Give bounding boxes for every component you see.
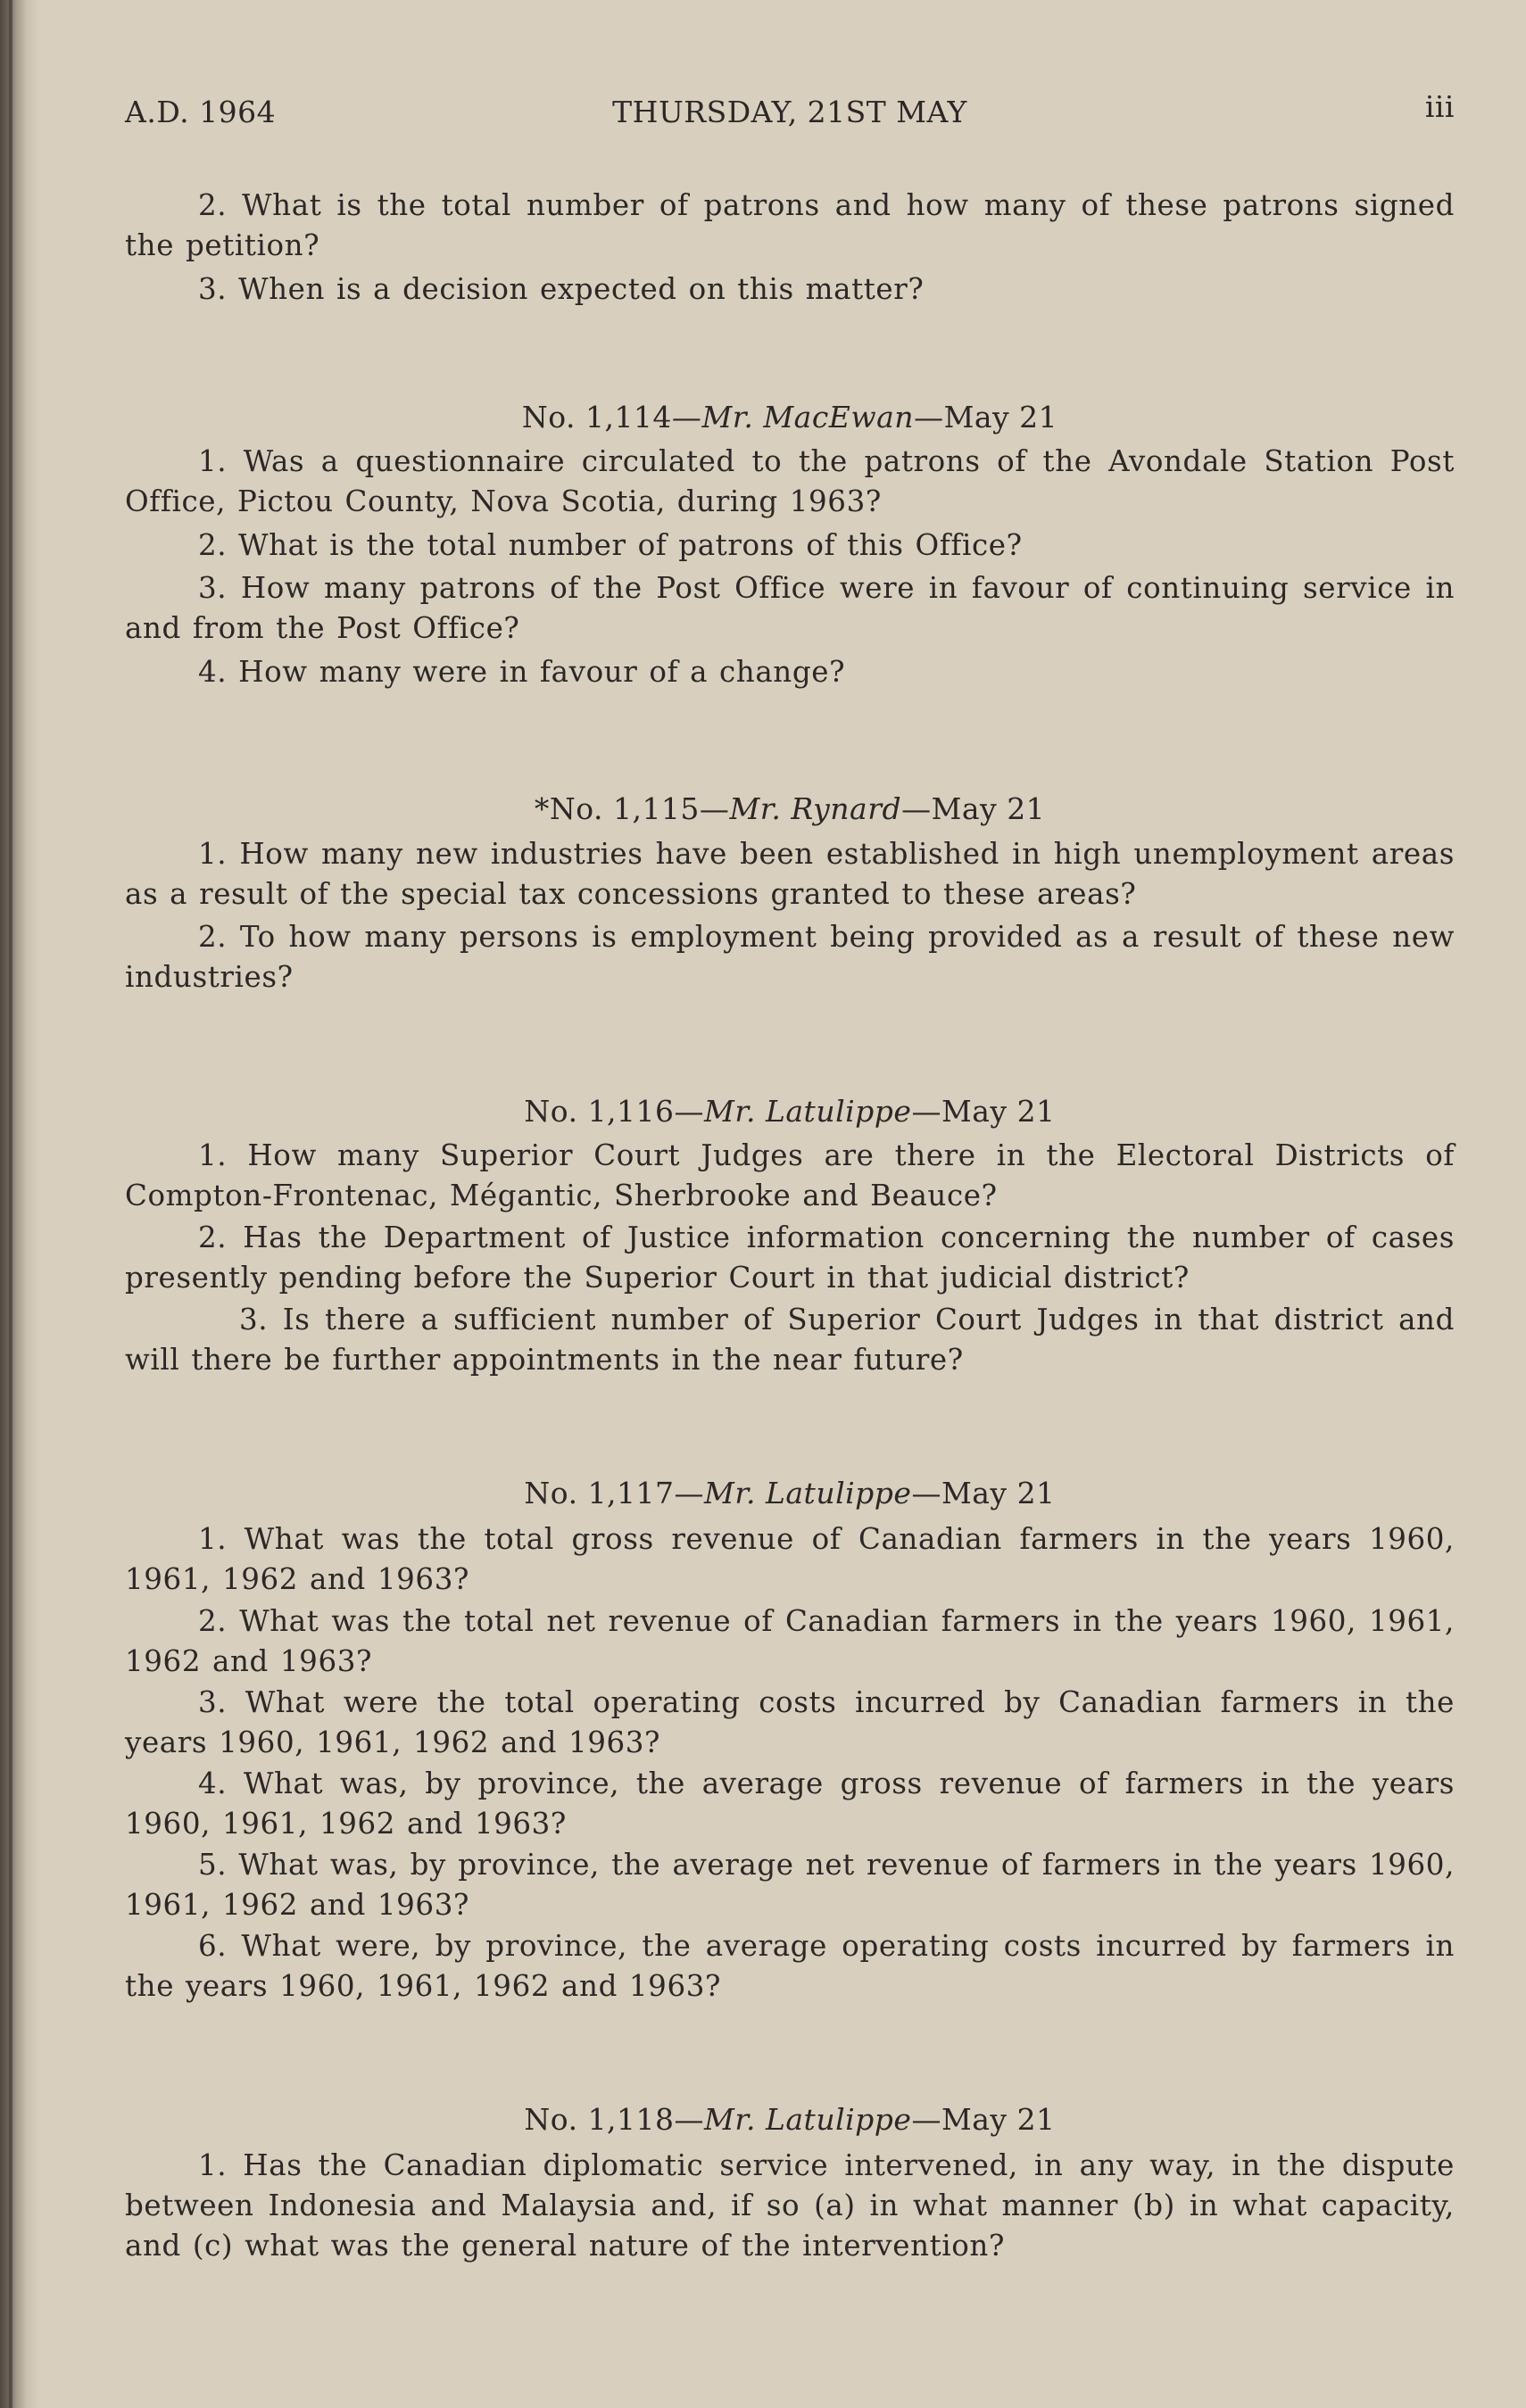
question-item: 6. What were, by province, the average operating costs incurred by farmers in the years 1960, 1961, 1962 and 1963? (125, 1929, 1455, 2003)
header-page-number: iii (1424, 89, 1455, 124)
question-item: 1. Has the Canadian diplomatic service intervened, in any way, in the dispute between Indonesia and Malaysia and, if so (a) in what manner (b) in what capacity, and (c) what was the general nature of the intervention? (125, 2148, 1455, 2263)
question-item: 3. Is there a sufficient number of Superior Court Judges in that district and will there be further appointments in the near future? (125, 1303, 1455, 1377)
question-heading-1114: No. 1,114—Mr. MacEwan—May 21 (521, 400, 1058, 434)
page-binding-edge (9, 0, 12, 2408)
running-header (125, 89, 1455, 134)
continued-item: 3. When is a decision expected on this matter? (198, 272, 925, 306)
header-year: A.D. 1964 (125, 95, 277, 129)
question-heading-1116: No. 1,116—Mr. Latulippe—May 21 (524, 1094, 1056, 1129)
question-item: 3. How many patrons of the Post Office were in favour of continuing service in and from the Post Office? (125, 571, 1455, 645)
question-heading-1115: *No. 1,115—Mr. Rynard—May 21 (534, 791, 1046, 826)
question-item: 5. What was, by province, the average net revenue of farmers in the years 1960, 1961, 1962 and 1963? (125, 1848, 1455, 1922)
question-heading-1117: No. 1,117—Mr. Latulippe—May 21 (524, 1476, 1056, 1510)
question-item: 2. What is the total number of patrons of this Office? (198, 528, 1023, 562)
question-item: 1. What was the total gross revenue of Canadian farmers in the years 1960, 1961, 1962 and 1963? (125, 1522, 1455, 1596)
question-item: 2. Has the Department of Justice information concerning the number of cases presently pending before the Superior Court in that judicial district? (125, 1221, 1455, 1295)
question-item: 4. How many were in favour of a change? (198, 655, 846, 689)
question-item: 2. To how many persons is employment being provided as a result of these new industries? (125, 920, 1455, 994)
question-item: 3. What were the total operating costs incurred by Canadian farmers in the years 1960, 1961, 1962 and 1963? (125, 1685, 1455, 1759)
question-item: 1. How many Superior Court Judges are there in the Electoral Districts of Compton-Frontenac, Mégantic, Sherbrooke and Beauce? (125, 1138, 1455, 1212)
continued-item: 2. What is the total number of patrons and how many of these patrons signed the petition? (125, 188, 1455, 262)
question-item: 1. How many new industries have been established in high unemployment areas as a result of the special tax concessions granted to these areas? (125, 837, 1455, 911)
question-heading-1118: No. 1,118—Mr. Latulippe—May 21 (524, 2102, 1056, 2137)
question-item: 1. Was a questionnaire circulated to the patrons of the Avondale Station Post Office, Pictou County, Nova Scotia, during 1963? (125, 444, 1455, 518)
question-item: 2. What was the total net revenue of Canadian farmers in the years 1960, 1961, 1962 and 1963? (125, 1604, 1455, 1678)
header-date: THURSDAY, 21ST MAY (612, 95, 967, 129)
question-item: 4. What was, by province, the average gross revenue of farmers in the years 1960, 1961, 1962 and 1963? (125, 1767, 1455, 1841)
